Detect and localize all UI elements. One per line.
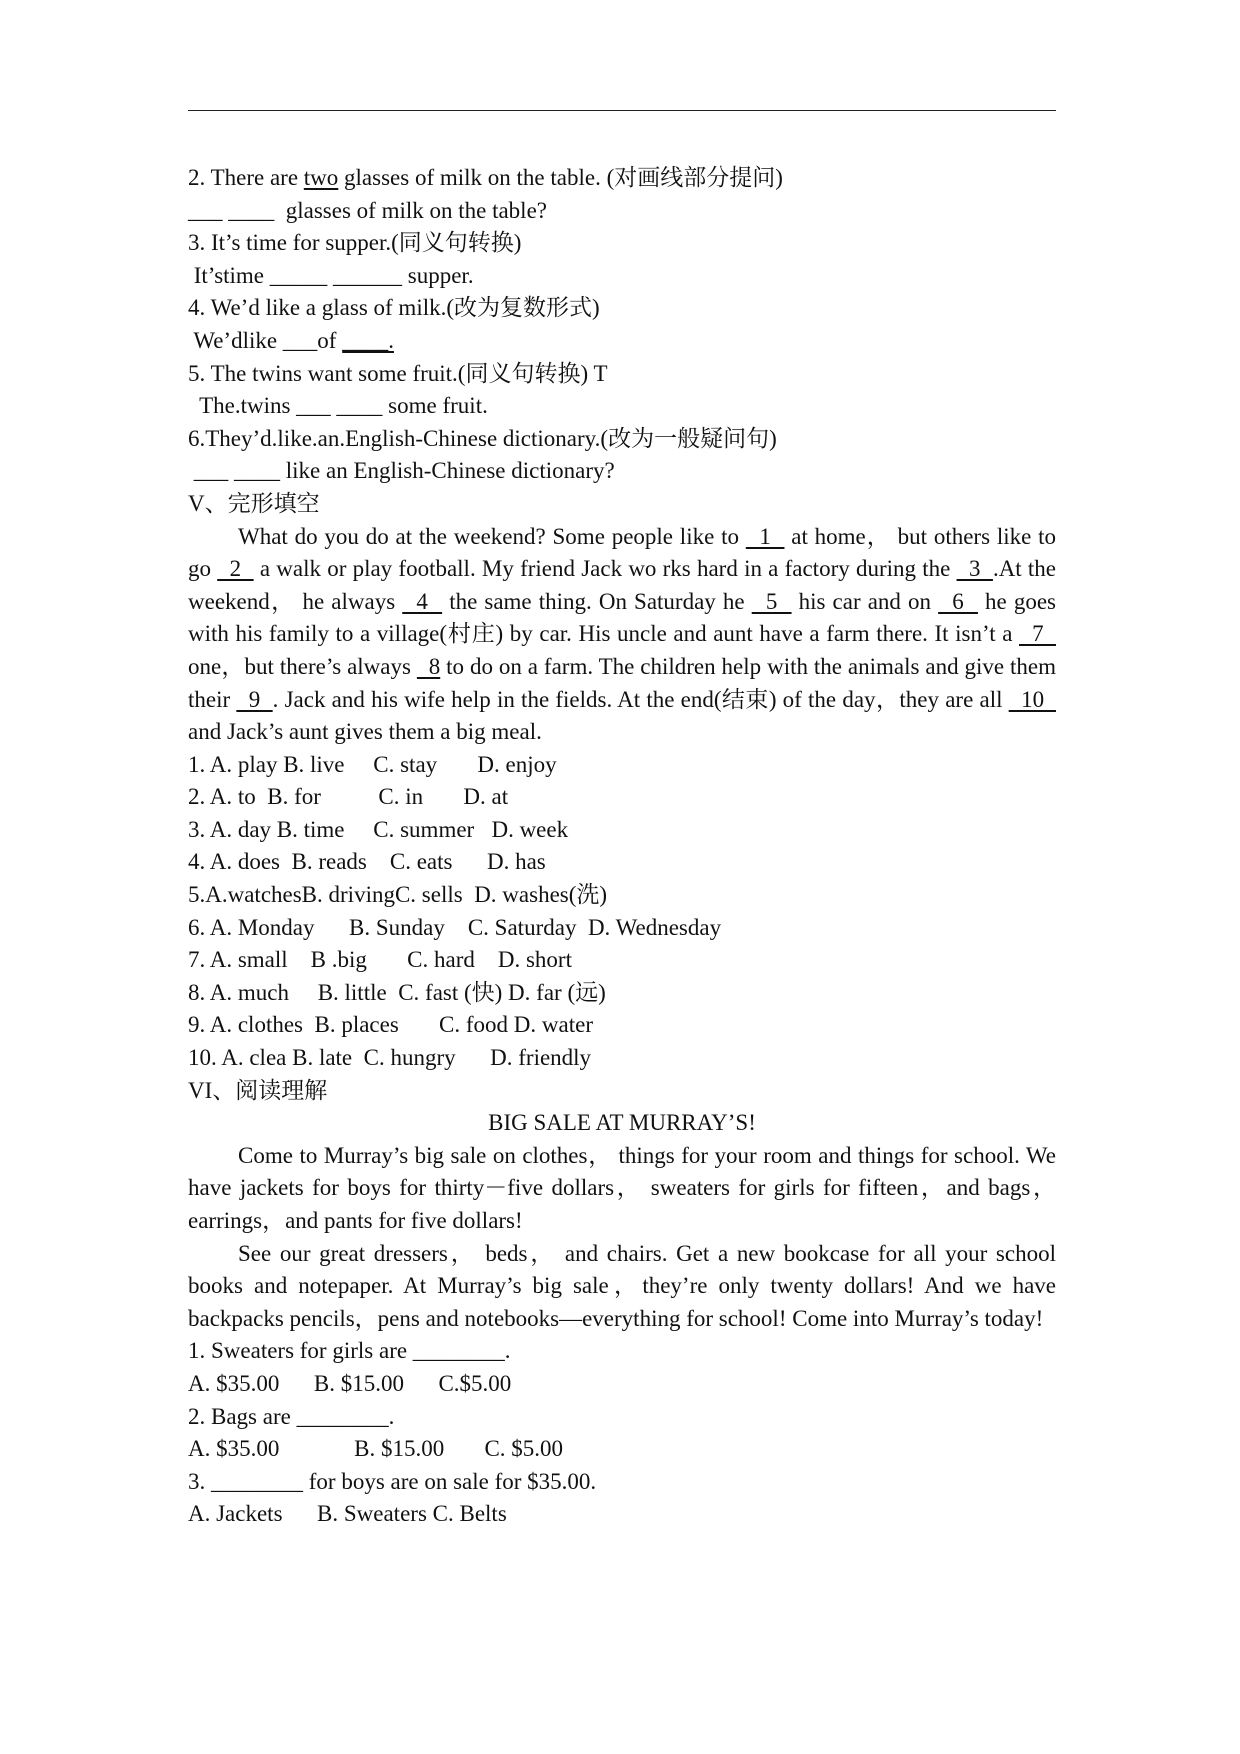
cloze-blank: 9 [236,686,273,712]
answer-6: ___ ____ like an English-Chinese dictionary? [188,458,615,484]
cloze-blank: 8 [416,653,441,679]
reading-options-2: A. $35.00 B. $15.00 C. $5.00 [188,1436,564,1462]
reading-heading: VI、阅读理解 [188,1077,328,1103]
cloze-option-line: 6. A. Monday B. Sunday C. Saturday D. Wednesday [188,914,722,940]
reading-title: BIG SALE AT MURRAY’S! [488,1110,756,1136]
cloze-option-line: 2. A. to B. for C. in D. at [188,784,509,810]
cloze-blank: 7 [1019,621,1057,647]
question-6: 6.They’d.like.an.English-Chinese dictionary.(改为一般疑问句) [188,425,777,451]
reading-options-3: A. Jackets B. Sweaters C. Belts [188,1501,507,1527]
cloze-option-line: 5.A.watchesB. drivingC. sells D. washes(洗) [188,882,608,908]
cloze-heading: V、完形填空 [188,490,320,516]
cloze-options [188,749,1056,1075]
reading-question-2: 2. Bags are ________. [188,1403,395,1429]
cloze-option-line: 3. A. day B. time C. summer D. week [188,816,569,842]
answer-4: We’dlike ___of ____. [188,327,394,353]
reading-paragraph-2: See our great dressers， beds， and chairs. Get a new bookcase for all your school books and notepaper. At Murray’s big sale，they’re only twenty dollars! And we have backpacks pencils，pens and notebooks—everything for school! Come into Murray’s today! [188,1240,1056,1331]
question-5: 5. The twins want some fruit.(同义句转换) T [188,360,608,386]
cloze-blank: 3 [956,556,993,582]
reading-options-1: A. $35.00 B. $15.00 C.$5.00 [188,1370,512,1396]
question-3: 3. It’s time for supper.(同义句转换) [188,230,522,256]
document-body [188,162,1056,1531]
cloze-option-line: 8. A. much B. little C. fast (快) D. far (远) [188,979,606,1005]
cloze-passage: What do you do at the weekend? Some people like to 1 at home， but others like to go 2 a walk or play football. My friend Jack wo rks hard in a factory during the 3 .At the weekend， he always 4 the same thing. On Saturday he 5 his car and on 6 he goes with his family to a village(村庄) by car. His uncle and aunt have a farm there. It isn’t a 7 one，but there’s always 8 to do on a farm. The children help with the animals and give them their 9 . Jack and his wife help in the fields. At the end(结束) of the day，they are all 10 and Jack’s aunt gives them a big meal. [188,523,1057,745]
underlined-word: two [303,165,339,190]
reading-paragraph-1: Come to Murray’s big sale on clothes， things for your room and things for school. We have jackets for boys for thirty－five dollars， sweaters for girls for fifteen，and bags，earrings，and pants for five dollars! [188,1142,1056,1233]
cloze-blank: 6 [938,588,978,614]
cloze-blank: 5 [751,588,792,614]
reading-question-3: 3. ________ for boys are on sale for $35.00. [188,1468,597,1494]
question-4: 4. We’d like a glass of milk.(改为复数形式) [188,295,600,321]
cloze-blank: 10 [1008,686,1057,712]
answer-2: ___ ____ glasses of milk on the table? [188,197,547,223]
cloze-option-line: 7. A. small B .big C. hard D. short [188,947,572,973]
cloze-blank: 4 [402,588,443,614]
header-rule [188,110,1056,111]
cloze-blank: 2 [217,556,254,582]
question-2: 2. There are two glasses of milk on the table. (对画线部分提问) [188,165,783,190]
cloze-option-line: 9. A. clothes B. places C. food D. water [188,1012,593,1038]
answer-5: The.twins ___ ____ some fruit. [188,393,488,419]
reading-question-1: 1. Sweaters for girls are ________. [188,1338,511,1364]
cloze-option-line: 4. A. does B. reads C. eats D. has [188,849,546,875]
cloze-blank: 1 [745,523,785,549]
cloze-option-line: 10. A. clea B. late C. hungry D. friendly [188,1045,592,1071]
answer-3: It’stime _____ ______ supper. [188,262,474,288]
cloze-option-line: 1. A. play B. live C. stay D. enjoy [188,751,557,777]
